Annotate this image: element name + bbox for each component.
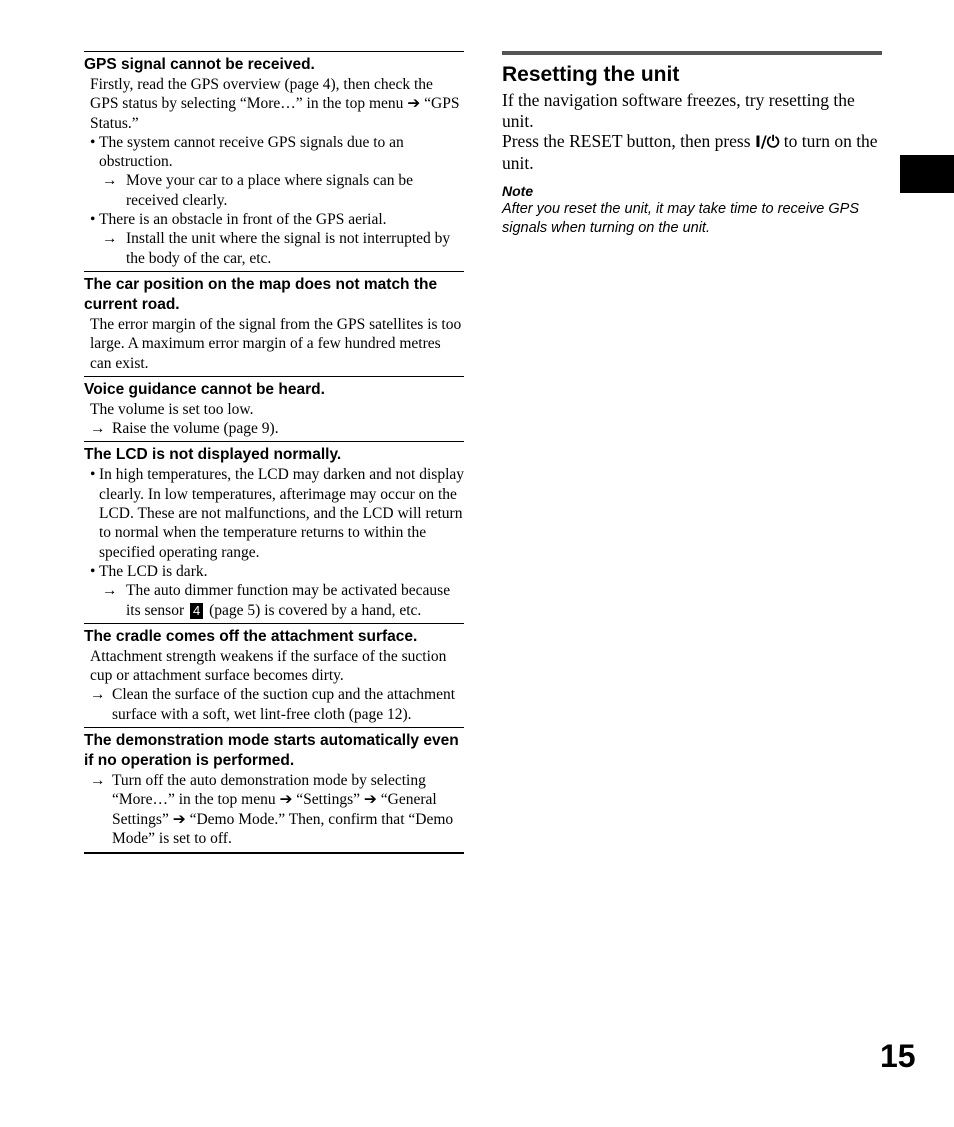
- bullet-glyph: •: [90, 466, 96, 484]
- bullet-item: [90, 465, 464, 561]
- section-heading: The demonstration mode starts automatically even if no operation is performed.: [84, 732, 459, 770]
- section-intro: Firstly, read the GPS overview (page 4), then check the GPS status by selecting “More…” in the top menu ➔ “GPS Status.”: [90, 76, 460, 132]
- section-heading: The LCD is not displayed normally.: [84, 446, 342, 464]
- troubleshooting-column: [84, 51, 464, 854]
- chapter-tab-marker: [900, 155, 954, 193]
- bullet-glyph: •: [90, 133, 96, 151]
- sensor-number-badge: 4: [190, 603, 203, 619]
- arrow-icon: →: [102, 582, 118, 600]
- remedy-text: Raise the volume (page 9).: [112, 420, 279, 438]
- arrow-icon: →: [90, 686, 106, 704]
- bullet-text: The system cannot receive GPS signals due to an obstruction.: [99, 133, 404, 171]
- arrow-icon: →: [102, 230, 118, 248]
- section-heading: The car position on the map does not match the current road.: [84, 275, 438, 313]
- arrow-icon: →: [90, 772, 106, 790]
- reset-paragraph-1: If the navigation software freezes, try resetting the unit.: [502, 90, 855, 131]
- bullet-item: [90, 210, 464, 229]
- section-demo-mode: [84, 727, 464, 854]
- arrow-icon: →: [90, 420, 106, 438]
- remedy-text: Install the unit where the signal is not interrupted by the body of the car, etc.: [126, 230, 451, 267]
- reset-paragraph-2: [502, 131, 882, 173]
- reset-column: [502, 51, 882, 237]
- remedy-text: Move your car to a place where signals can be received clearly.: [126, 172, 414, 209]
- note-text: After you reset the unit, it may take time to receive GPS signals when turning on the unit.: [502, 201, 860, 236]
- remedy-item: [90, 771, 464, 848]
- section-lcd: [84, 441, 464, 622]
- bullet-item: [90, 562, 464, 581]
- section-heading: GPS signal cannot be received.: [84, 56, 315, 73]
- remedy-item: [90, 685, 464, 724]
- bullet-text: In high temperatures, the LCD may darken and not display clearly. In low temperatures, afterimage may occur on the LCD. These are not malfunctions, and the LCD will return to normal when the temperature returns to within the specified operating range.: [99, 466, 465, 561]
- section-cradle: [84, 623, 464, 727]
- section-text: The error margin of the signal from the GPS satellites is too large. A maximum error margin of a few hundred metres can exist.: [90, 315, 462, 372]
- remedy-item: [102, 229, 464, 268]
- section-car-position: [84, 271, 464, 376]
- remedy-text: Turn off the auto demonstration mode by selecting “More…” in the top menu ➔ “Settings” ➔ “General Settings” ➔ “Demo Mode.” Then, confirm that “Demo Mode” is set to off.: [112, 772, 454, 847]
- section-voice-guidance: [84, 376, 464, 442]
- note-label: Note: [502, 183, 534, 199]
- arrow-icon: →: [102, 172, 118, 190]
- section-text: Attachment strength weakens if the surface of the suction cup or attachment surface becomes dirty.: [90, 647, 447, 685]
- page-number: 15: [880, 1038, 916, 1074]
- bullet-glyph: •: [90, 562, 96, 580]
- section-gps-signal: [84, 51, 464, 271]
- section-text: The volume is set too low.: [90, 400, 254, 418]
- reset-title: Resetting the unit: [502, 63, 680, 86]
- reset-paragraph-2-start: Press the RESET button, then press: [502, 131, 751, 151]
- power-icon: I/⏻: [754, 132, 780, 151]
- section-rule: [502, 51, 882, 55]
- remedy-item: [102, 171, 464, 210]
- remedy-text: Clean the surface of the suction cup and the attachment surface with a soft, wet lint-free cloth (page 12).: [112, 686, 456, 723]
- reset-paragraph-2-end: to turn on the unit.: [502, 131, 878, 173]
- bullet-text: The LCD is dark.: [99, 562, 208, 580]
- section-heading: Voice guidance cannot be heard.: [84, 380, 325, 398]
- remedy-text-cont: (page 5) is covered by a hand, etc.: [209, 601, 422, 619]
- remedy-item: [102, 581, 464, 620]
- bullet-text: There is an obstacle in front of the GPS aerial.: [99, 211, 387, 229]
- remedy-item: [90, 419, 464, 438]
- bullet-item: [90, 133, 464, 172]
- remedy-text: The auto dimmer function may be activated because its sensor: [126, 582, 451, 619]
- bullet-glyph: •: [90, 211, 96, 229]
- section-heading: The cradle comes off the attachment surface.: [84, 627, 418, 645]
